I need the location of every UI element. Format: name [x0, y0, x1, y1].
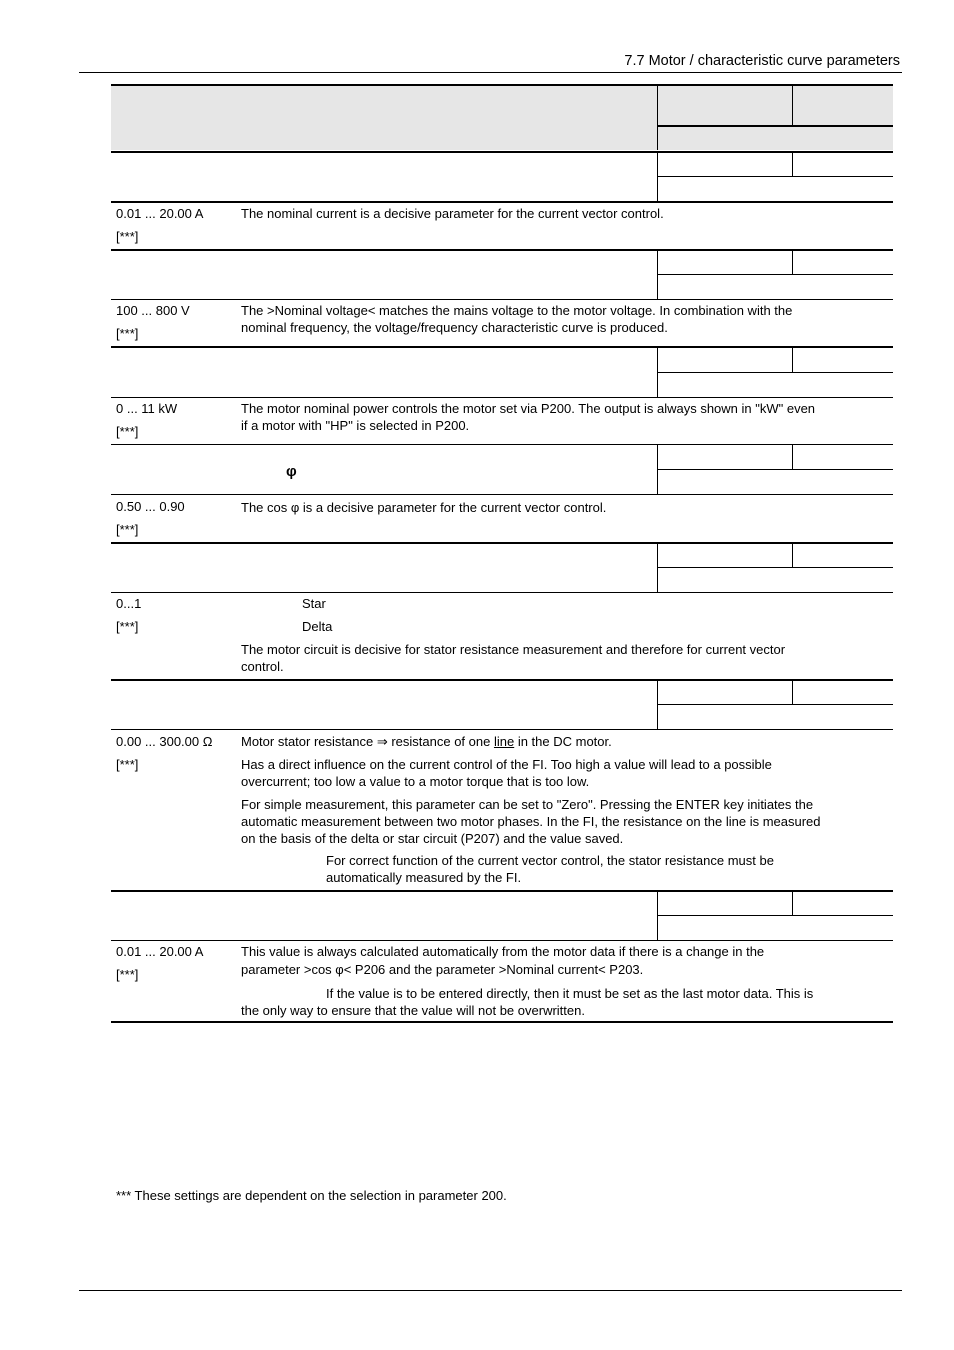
inner-rule	[657, 176, 893, 177]
row-rule	[111, 397, 893, 398]
description-part: Motor stator resistance ⇒ resistance of one	[241, 734, 494, 749]
inner-rule	[657, 567, 893, 568]
footer-rule	[79, 1290, 902, 1291]
col-line	[792, 84, 793, 126]
row-rule	[111, 542, 893, 544]
footnote: *** These settings are dependent on the selection in parameter 200.	[116, 1188, 507, 1203]
description: if a motor with "HP" is selected in P200.	[241, 418, 470, 433]
note-text: automatically measured by the FI.	[326, 870, 522, 885]
note: [***]	[116, 757, 139, 772]
row-rule	[111, 729, 893, 730]
value-range: 0.00 ... 300.00 Ω	[116, 734, 213, 749]
table-header-shade	[111, 84, 893, 150]
description: The nominal current is a decisive parameter for the current vector control.	[241, 206, 664, 221]
header-bottom-rule	[111, 151, 893, 153]
header-rule	[79, 72, 902, 73]
value-range: 0.01 ... 20.00 A	[116, 206, 204, 221]
description: Has a direct influence on the current control of the FI. Too high a value will lead to a possible	[241, 757, 772, 772]
description: This value is always calculated automatically from the motor data if there is a change in the	[241, 944, 765, 959]
row-rule	[111, 444, 893, 445]
description: control.	[241, 659, 284, 674]
col-line	[792, 444, 793, 469]
description-part: in the DC motor.	[514, 734, 612, 749]
col-line	[792, 151, 793, 176]
note: [***]	[116, 522, 139, 537]
description: parameter >cos φ< P206 and the parameter >Nominal current< P203.	[241, 962, 644, 977]
note-text: For correct function of the current vector control, the stator resistance must be	[326, 853, 774, 868]
row-rule	[111, 346, 893, 348]
description: The motor nominal power controls the motor set via P200. The output is always shown in "kW" even	[241, 401, 816, 416]
row-rule	[111, 592, 893, 593]
value-range: 100 ... 800 V	[116, 303, 190, 318]
description: The >Nominal voltage< matches the mains voltage to the motor voltage. In combination with the	[241, 303, 793, 318]
table-bottom-rule	[111, 1021, 893, 1023]
note: [***]	[116, 424, 139, 439]
value-range: 0.01 ... 20.00 A	[116, 944, 204, 959]
description	[241, 733, 612, 750]
col-line	[792, 249, 793, 274]
row-rule	[111, 679, 893, 681]
row-rule	[111, 494, 893, 495]
option-star: Star	[302, 596, 326, 611]
col-line	[792, 347, 793, 372]
inner-rule	[657, 915, 893, 916]
row-rule	[111, 249, 893, 251]
col-line	[792, 680, 793, 704]
value-range: 0...1	[116, 596, 142, 611]
value-range: 0.50 ... 0.90	[116, 499, 185, 514]
description: The motor circuit is decisive for stator resistance measurement and therefore for current vector	[241, 642, 786, 657]
description: the only way to ensure that the value will not be overwritten.	[241, 1003, 585, 1018]
description: on the basis of the delta or star circuit (P207) and the value saved.	[241, 831, 624, 846]
description: overcurrent; too low a value to a motor torque that is too low.	[241, 774, 590, 789]
description: If the value is to be entered directly, then it must be set as the last motor data. This is	[326, 986, 814, 1001]
inner-rule	[657, 469, 893, 470]
inner-rule	[657, 372, 893, 373]
description: The cos φ is a decisive parameter for the current vector control.	[241, 500, 607, 515]
inner-rule	[657, 274, 893, 275]
note: [***]	[116, 229, 139, 244]
row-rule	[111, 201, 893, 203]
description: For simple measurement, this parameter can be set to "Zero". Pressing the ENTER key initiates the	[241, 797, 814, 812]
row-rule	[111, 890, 893, 892]
inner-rule	[657, 704, 893, 705]
value-range: 0 ... 11 kW	[116, 401, 178, 416]
description: automatic measurement between two motor phases. In the FI, the resistance on the line is measured	[241, 814, 821, 829]
note: [***]	[116, 967, 139, 982]
parameter-table	[111, 84, 893, 1024]
note: [***]	[116, 326, 139, 341]
col-line	[792, 891, 793, 915]
col-line	[657, 84, 658, 150]
row-rule	[111, 940, 893, 941]
underlined-word: line	[493, 734, 515, 749]
row-rule	[111, 299, 893, 300]
table-top-rule	[111, 84, 893, 86]
phi-symbol: φ	[286, 463, 297, 480]
section-title: 7.7 Motor / characteristic curve parameters	[624, 53, 900, 69]
option-delta: Delta	[302, 619, 333, 634]
description: nominal frequency, the voltage/frequency characteristic curve is produced.	[241, 320, 668, 335]
note: [***]	[116, 619, 139, 634]
header-inner-rule	[657, 125, 893, 127]
col-line	[792, 543, 793, 567]
